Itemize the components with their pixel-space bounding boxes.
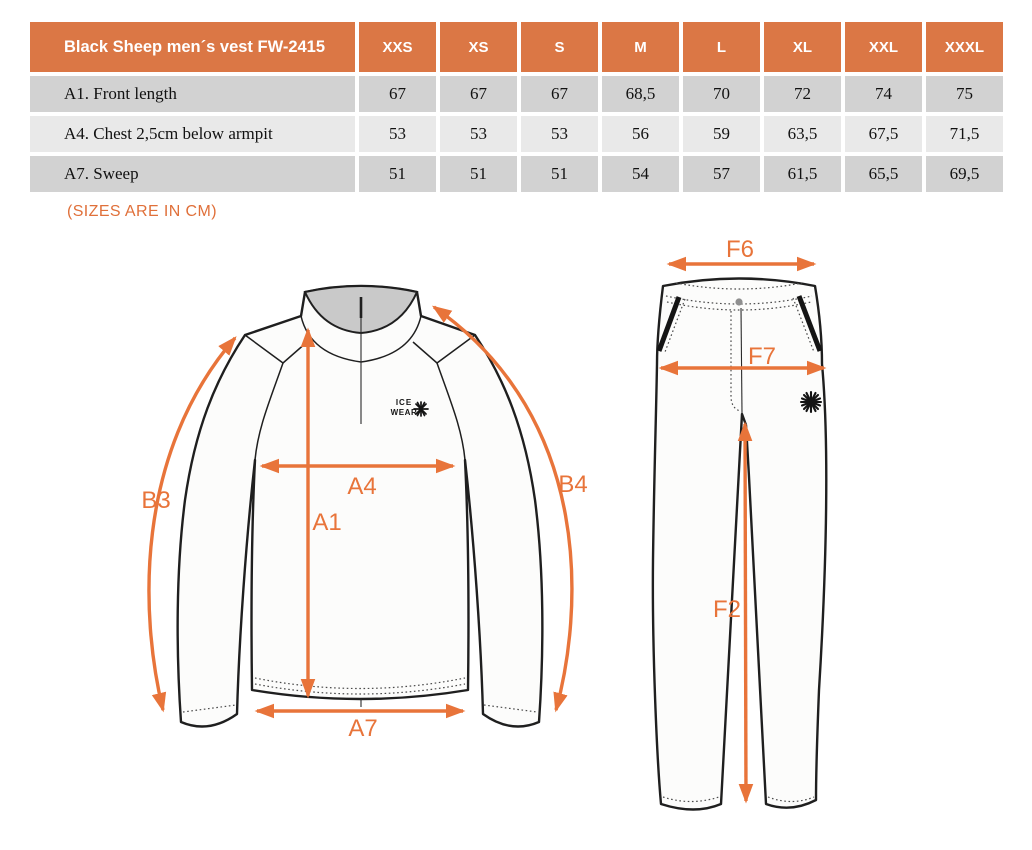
row-label: A1. Front length (30, 76, 355, 112)
product-title: Black Sheep men´s vest FW-2415 (30, 22, 355, 72)
size-col-xxxl: XXXL (926, 22, 1003, 72)
size-col-xxs: XXS (359, 22, 436, 72)
size-col-s: S (521, 22, 598, 72)
cell: 51 (359, 156, 436, 192)
cell: 67 (359, 76, 436, 112)
size-col-xl: XL (764, 22, 841, 72)
cell: 72 (764, 76, 841, 112)
snowflake-icon (414, 402, 428, 416)
pants-outline (653, 279, 826, 810)
cell: 54 (602, 156, 679, 192)
cell: 53 (359, 116, 436, 152)
cell: 53 (521, 116, 598, 152)
cell: 68,5 (602, 76, 679, 112)
cell: 51 (521, 156, 598, 192)
row-label: A4. Chest 2,5cm below armpit (30, 116, 355, 152)
a4-label: A4 (347, 473, 377, 500)
row-label: A7. Sweep (30, 156, 355, 192)
cell: 71,5 (926, 116, 1003, 152)
f7-label: F7 (747, 343, 777, 370)
size-col-xxl: XXL (845, 22, 922, 72)
cell: 70 (683, 76, 760, 112)
cell: 53 (440, 116, 517, 152)
a7-label: A7 (348, 715, 378, 742)
cell: 59 (683, 116, 760, 152)
logo-line1: ICE (395, 398, 413, 407)
cell: 51 (440, 156, 517, 192)
cell: 56 (602, 116, 679, 152)
a1-label: A1 (312, 509, 342, 536)
cell: 61,5 (764, 156, 841, 192)
f6-label: F6 (725, 236, 755, 263)
cell: 57 (683, 156, 760, 192)
cell: 75 (926, 76, 1003, 112)
sizes-in-cm-note: (SIZES ARE IN CM) (67, 203, 217, 220)
logo-line2: WEAR (390, 408, 418, 417)
pants-snowflake-icon (801, 392, 821, 412)
cell: 65,5 (845, 156, 922, 192)
f2-label: F2 (712, 596, 741, 623)
size-col-xs: XS (440, 22, 517, 72)
b4-label: B4 (558, 471, 588, 498)
f2-arrow (745, 424, 746, 801)
cell: 67,5 (845, 116, 922, 152)
b3-label: B3 (141, 487, 171, 514)
size-col-m: M (602, 22, 679, 72)
size-col-l: L (683, 22, 760, 72)
cell: 67 (440, 76, 517, 112)
cell: 67 (521, 76, 598, 112)
cell: 69,5 (926, 156, 1003, 192)
pants-drawing (653, 236, 826, 810)
cell: 74 (845, 76, 922, 112)
waist-button (735, 298, 742, 305)
shirt-drawing (141, 286, 587, 742)
cell: 63,5 (764, 116, 841, 152)
